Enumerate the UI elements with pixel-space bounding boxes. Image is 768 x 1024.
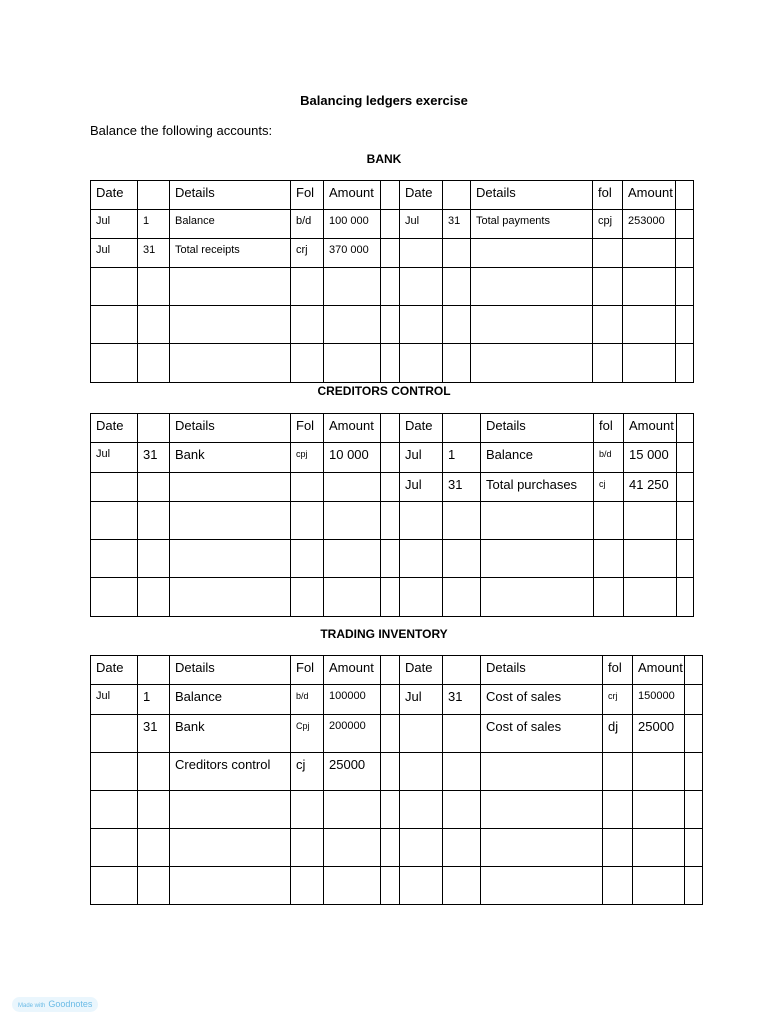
cell-credit-fol (603, 753, 633, 791)
cell-credit-day (443, 715, 481, 753)
cell-credit-details (481, 867, 603, 905)
cell-debit-day (138, 306, 170, 344)
header-credit-cents (676, 181, 694, 210)
cell-debit-cents (381, 344, 400, 383)
cell-debit-fol (291, 306, 324, 344)
cell-debit-date (91, 715, 138, 753)
cell-debit-date: Jul (91, 210, 138, 239)
header-debit-day (138, 181, 170, 210)
cell-debit-date (91, 578, 138, 617)
ledger-row (91, 578, 694, 617)
header-debit-amount: Amount (324, 181, 381, 210)
cell-debit-date (91, 540, 138, 578)
cell-credit-amount (624, 502, 677, 540)
header-credit-fol: fol (594, 414, 624, 443)
cell-credit-amount: 150000 (633, 685, 685, 715)
cell-debit-cents (381, 753, 400, 791)
cell-debit-day: 1 (138, 210, 170, 239)
cell-credit-day (443, 502, 481, 540)
trading-inventory-ledger-table (90, 655, 703, 905)
cell-credit-fol: cpj (593, 210, 623, 239)
cell-credit-day: 1 (443, 443, 481, 473)
cell-credit-cents (685, 753, 703, 791)
cell-debit-fol (291, 540, 324, 578)
cell-credit-date: Jul (400, 210, 443, 239)
cell-credit-day (443, 791, 481, 829)
cell-debit-day (138, 753, 170, 791)
header-credit-amount: Amount (623, 181, 676, 210)
cell-debit-fol (291, 578, 324, 617)
cell-debit-day (138, 502, 170, 540)
ledger-header-row (91, 181, 694, 210)
cell-debit-date (91, 473, 138, 502)
creditors-control-title: CREDITORS CONTROL (317, 384, 451, 398)
cell-debit-date (91, 867, 138, 905)
cell-credit-details: Cost of sales (481, 715, 603, 753)
cell-debit-amount: 10 000 (324, 443, 381, 473)
cell-credit-day (443, 753, 481, 791)
cell-debit-amount (324, 829, 381, 867)
cell-credit-date (400, 306, 443, 344)
cell-debit-amount: 100000 (324, 685, 381, 715)
cell-credit-details (471, 306, 593, 344)
cell-credit-cents (677, 578, 694, 617)
header-debit-day (138, 414, 170, 443)
cell-debit-fol (291, 867, 324, 905)
cell-credit-details (481, 753, 603, 791)
cell-debit-date: Jul (91, 443, 138, 473)
cell-debit-details (170, 344, 291, 383)
ledger-row (91, 210, 694, 239)
cell-credit-amount (623, 268, 676, 306)
cell-credit-details: Total purchases (481, 473, 594, 502)
cell-credit-date (400, 715, 443, 753)
cell-debit-details: Balance (170, 685, 291, 715)
cell-debit-fol: b/d (291, 210, 324, 239)
cell-credit-day (443, 268, 471, 306)
ledger-row (91, 306, 694, 344)
cell-credit-cents (677, 502, 694, 540)
cell-debit-day (138, 473, 170, 502)
cell-debit-details (170, 578, 291, 617)
cell-debit-details (170, 867, 291, 905)
cell-debit-amount (324, 344, 381, 383)
cell-credit-date (400, 578, 443, 617)
cell-credit-cents (676, 239, 694, 268)
cell-debit-day (138, 540, 170, 578)
cell-credit-cents (677, 540, 694, 578)
cell-credit-date (400, 239, 443, 268)
cell-credit-cents (685, 829, 703, 867)
cell-credit-cents (677, 473, 694, 502)
cell-debit-amount: 100 000 (324, 210, 381, 239)
cell-credit-date (400, 502, 443, 540)
cell-credit-day (443, 344, 471, 383)
cell-debit-cents (381, 867, 400, 905)
header-debit-amount: Amount (324, 414, 381, 443)
cell-credit-amount: 253000 (623, 210, 676, 239)
header-debit-day (138, 656, 170, 685)
cell-credit-day (443, 540, 481, 578)
cell-credit-day (443, 829, 481, 867)
trading-inventory-title: TRADING INVENTORY (320, 627, 448, 641)
cell-credit-details: Balance (481, 443, 594, 473)
header-credit-details: Details (481, 414, 594, 443)
cell-credit-cents (676, 344, 694, 383)
cell-credit-cents (677, 443, 694, 473)
cell-debit-amount (324, 791, 381, 829)
header-credit-date: Date (400, 656, 443, 685)
cell-credit-date (400, 867, 443, 905)
cell-debit-date (91, 268, 138, 306)
cell-debit-fol: cj (291, 753, 324, 791)
ledger-row (91, 867, 703, 905)
cell-credit-date: Jul (400, 473, 443, 502)
cell-debit-details (170, 473, 291, 502)
ledger-row (91, 540, 694, 578)
cell-credit-details: Cost of sales (481, 685, 603, 715)
cell-credit-fol (593, 268, 623, 306)
cell-debit-amount: 200000 (324, 715, 381, 753)
cell-debit-cents (381, 306, 400, 344)
header-credit-fol: fol (593, 181, 623, 210)
cell-credit-details (471, 268, 593, 306)
header-credit-cents (677, 414, 694, 443)
cell-credit-fol (603, 829, 633, 867)
cell-debit-cents (381, 791, 400, 829)
cell-credit-cents (676, 210, 694, 239)
cell-credit-details (481, 502, 594, 540)
cell-debit-cents (381, 540, 400, 578)
ledger-header-row (91, 414, 694, 443)
header-credit-amount: Amount (633, 656, 685, 685)
header-credit-date: Date (400, 181, 443, 210)
cell-debit-fol: Cpj (291, 715, 324, 753)
header-credit-details: Details (471, 181, 593, 210)
cell-debit-day (138, 791, 170, 829)
cell-debit-cents (381, 578, 400, 617)
cell-debit-fol: b/d (291, 685, 324, 715)
header-debit-details: Details (170, 414, 291, 443)
ledger-row (91, 239, 694, 268)
cell-debit-cents (381, 239, 400, 268)
cell-credit-amount (624, 540, 677, 578)
header-credit-cents (685, 656, 703, 685)
cell-debit-day (138, 578, 170, 617)
cell-credit-details (481, 540, 594, 578)
made-with-goodnotes-badge (12, 997, 98, 1012)
cell-debit-amount (324, 578, 381, 617)
ledger-row (91, 829, 703, 867)
cell-debit-details: Total receipts (170, 239, 291, 268)
cell-debit-date (91, 344, 138, 383)
cell-debit-fol (291, 829, 324, 867)
cell-debit-amount: 25000 (324, 753, 381, 791)
cell-debit-details (170, 829, 291, 867)
cell-debit-fol (291, 791, 324, 829)
header-credit-amount: Amount (624, 414, 677, 443)
cell-credit-date (400, 753, 443, 791)
cell-credit-details (481, 578, 594, 617)
badge-brand: Goodnotes (48, 999, 93, 1009)
cell-credit-fol (593, 239, 623, 268)
cell-credit-date (400, 791, 443, 829)
cell-credit-cents (685, 867, 703, 905)
header-debit-fol: Fol (291, 181, 324, 210)
cell-debit-details (170, 268, 291, 306)
header-credit-fol: fol (603, 656, 633, 685)
cell-debit-cents (381, 268, 400, 306)
cell-debit-amount (324, 502, 381, 540)
header-debit-date: Date (91, 656, 138, 685)
cell-debit-amount (324, 540, 381, 578)
cell-debit-date (91, 753, 138, 791)
cell-credit-amount: 41 250 (624, 473, 677, 502)
cell-debit-day (138, 867, 170, 905)
cell-debit-date: Jul (91, 239, 138, 268)
ledger-row (91, 268, 694, 306)
cell-credit-date: Jul (400, 443, 443, 473)
cell-debit-fol (291, 502, 324, 540)
cell-debit-day: 1 (138, 685, 170, 715)
cell-debit-amount (324, 473, 381, 502)
ledger-row (91, 791, 703, 829)
ledger-row (91, 473, 694, 502)
cell-credit-fol (603, 867, 633, 905)
cell-debit-details (170, 306, 291, 344)
cell-credit-date (400, 540, 443, 578)
cell-credit-fol (593, 344, 623, 383)
ledger-row (91, 443, 694, 473)
badge-prefix: Made with (18, 1003, 46, 1009)
cell-credit-day (443, 306, 471, 344)
cell-debit-cents (381, 829, 400, 867)
cell-credit-details: Total payments (471, 210, 593, 239)
header-debit-fol: Fol (291, 656, 324, 685)
cell-credit-details (481, 829, 603, 867)
cell-debit-day (138, 829, 170, 867)
cell-debit-fol: cpj (291, 443, 324, 473)
cell-credit-cents (676, 306, 694, 344)
header-debit-cents (381, 181, 400, 210)
cell-credit-cents (685, 791, 703, 829)
header-debit-details: Details (170, 656, 291, 685)
header-debit-fol: Fol (291, 414, 324, 443)
bank-title: BANK (366, 152, 402, 166)
cell-debit-cents (381, 715, 400, 753)
cell-debit-details: Creditors control (170, 753, 291, 791)
cell-debit-details (170, 540, 291, 578)
header-debit-cents (381, 656, 400, 685)
cell-debit-amount (324, 268, 381, 306)
cell-credit-amount (624, 578, 677, 617)
bank-ledger-table (90, 180, 694, 383)
cell-credit-amount: 25000 (633, 715, 685, 753)
cell-debit-details: Bank (170, 715, 291, 753)
cell-debit-day (138, 268, 170, 306)
cell-debit-amount (324, 306, 381, 344)
cell-debit-fol (291, 473, 324, 502)
cell-debit-fol (291, 268, 324, 306)
cell-debit-date: Jul (91, 685, 138, 715)
cell-credit-details (471, 239, 593, 268)
cell-debit-cents (381, 210, 400, 239)
cell-debit-day: 31 (138, 715, 170, 753)
cell-credit-amount (623, 239, 676, 268)
cell-debit-cents (381, 502, 400, 540)
creditors-control-ledger-table (90, 413, 694, 617)
cell-credit-day: 31 (443, 473, 481, 502)
header-debit-details: Details (170, 181, 291, 210)
cell-debit-day: 31 (138, 443, 170, 473)
cell-credit-date (400, 344, 443, 383)
header-credit-date: Date (400, 414, 443, 443)
cell-credit-date: Jul (400, 685, 443, 715)
cell-debit-details: Bank (170, 443, 291, 473)
cell-credit-fol (594, 502, 624, 540)
cell-debit-date (91, 502, 138, 540)
cell-debit-details (170, 791, 291, 829)
cell-credit-day (443, 867, 481, 905)
cell-credit-details (481, 791, 603, 829)
cell-debit-details: Balance (170, 210, 291, 239)
header-credit-day (443, 181, 471, 210)
cell-debit-details (170, 502, 291, 540)
cell-debit-amount (324, 867, 381, 905)
cell-credit-fol: crj (603, 685, 633, 715)
cell-debit-fol (291, 344, 324, 383)
cell-credit-amount (623, 306, 676, 344)
cell-credit-date (400, 829, 443, 867)
ledger-header-row (91, 656, 703, 685)
cell-debit-day (138, 344, 170, 383)
cell-debit-fol: crj (291, 239, 324, 268)
cell-debit-cents (381, 443, 400, 473)
ledger-row (91, 685, 703, 715)
cell-debit-date (91, 306, 138, 344)
cell-credit-fol (593, 306, 623, 344)
instruction-text: Balance the following accounts: (90, 123, 273, 138)
cell-credit-amount (633, 829, 685, 867)
cell-debit-day: 31 (138, 239, 170, 268)
cell-debit-amount: 370 000 (324, 239, 381, 268)
cell-credit-day (443, 578, 481, 617)
header-debit-cents (381, 414, 400, 443)
cell-debit-cents (381, 473, 400, 502)
cell-credit-cents (685, 715, 703, 753)
cell-credit-amount: 15 000 (624, 443, 677, 473)
ledger-row (91, 715, 703, 753)
ledger-row (91, 502, 694, 540)
cell-credit-fol: dj (603, 715, 633, 753)
cell-credit-amount (633, 753, 685, 791)
cell-credit-cents (676, 268, 694, 306)
cell-credit-fol (603, 791, 633, 829)
header-credit-day (443, 656, 481, 685)
cell-credit-amount (633, 867, 685, 905)
header-debit-date: Date (91, 414, 138, 443)
ledger-row (91, 753, 703, 791)
cell-credit-fol: cj (594, 473, 624, 502)
cell-credit-fol (594, 578, 624, 617)
cell-debit-date (91, 791, 138, 829)
ledger-row (91, 344, 694, 383)
cell-credit-day: 31 (443, 685, 481, 715)
header-credit-day (443, 414, 481, 443)
cell-credit-details (471, 344, 593, 383)
cell-credit-amount (623, 344, 676, 383)
cell-credit-fol (594, 540, 624, 578)
cell-credit-day: 31 (443, 210, 471, 239)
cell-debit-date (91, 829, 138, 867)
header-debit-date: Date (91, 181, 138, 210)
cell-credit-date (400, 268, 443, 306)
cell-credit-cents (685, 685, 703, 715)
header-debit-amount: Amount (324, 656, 381, 685)
cell-credit-fol: b/d (594, 443, 624, 473)
cell-credit-amount (633, 791, 685, 829)
cell-credit-day (443, 239, 471, 268)
cell-debit-cents (381, 685, 400, 715)
page-title: Balancing ledgers exercise (300, 93, 468, 108)
header-credit-details: Details (481, 656, 603, 685)
